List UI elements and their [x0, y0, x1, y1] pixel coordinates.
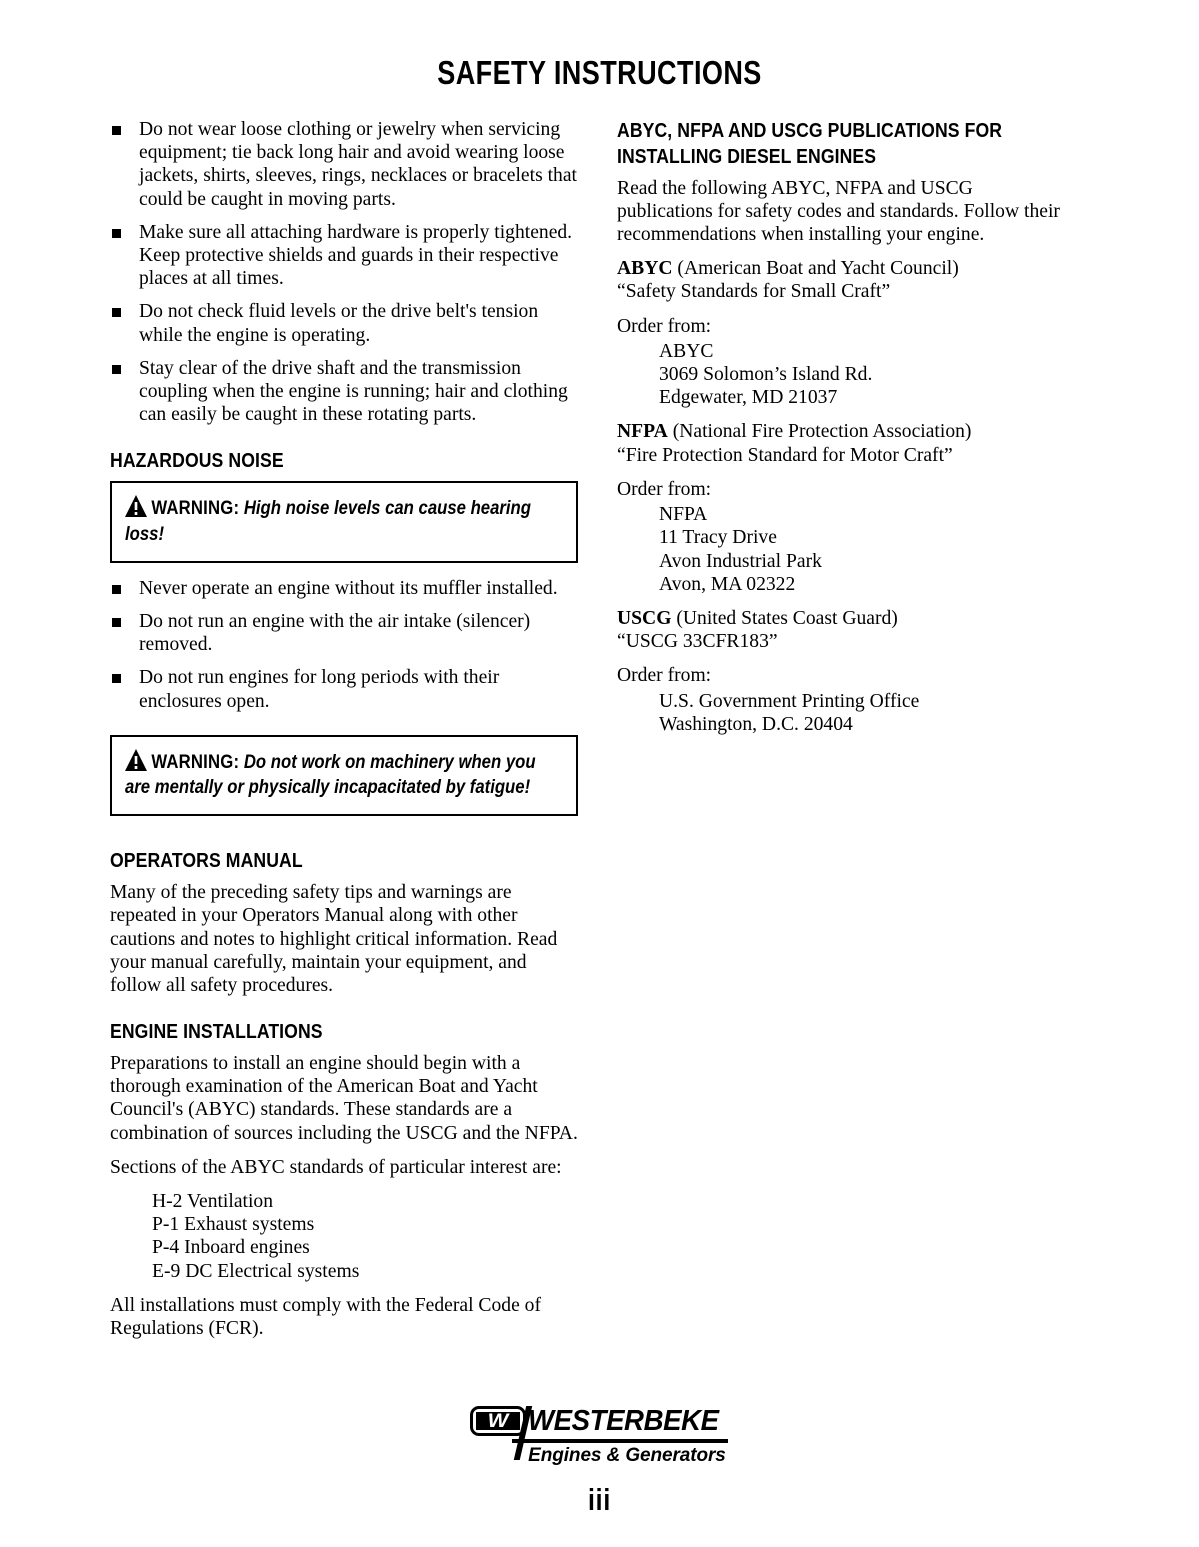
- publication-standard-nfpa: “Fire Protection Standard for Motor Craft”: [617, 444, 953, 466]
- footer: [0, 1404, 1199, 1467]
- square-bullet-icon: [112, 365, 121, 374]
- list-item: H-2 Ventilation: [152, 1191, 273, 1213]
- address-line: 3069 Solomon’s Island Rd.: [659, 364, 873, 386]
- publication-expansion: (National Fire Protection Association): [667, 421, 972, 443]
- engine-installations-paragraph-1: Preparations to install an engine should begin with a thorough examination of the American Boat and Yacht Council's (ABYC) standards. These standards are a combination of sources including the USCG and the NFPA.: [110, 1053, 578, 1144]
- section-heading-publications: ABYC, NFPA AND USCG PUBLICATIONS FOR INSTALLING DIESEL ENGINES: [617, 119, 1003, 168]
- page-number: iii: [587, 1482, 612, 1517]
- section-heading-operators-manual: OPERATORS MANUAL: [110, 849, 303, 873]
- hazardous-noise-bullet-list: [110, 577, 578, 713]
- order-from-label-abyc: Order from:: [617, 315, 712, 337]
- operators-manual-paragraph: Many of the preceding safety tips and warnings are repeated in your Operators Manual along with other cautions and notes to highlight critical information. Read your manual carefully, maintain your equipment, and follow all safety procedures.: [110, 882, 558, 996]
- address-line: Edgewater, MD 21037: [659, 387, 838, 409]
- warning-triangle-icon: [125, 749, 147, 771]
- warning-box-fatigue: [110, 735, 578, 817]
- brand-name: WESTERBEKE: [528, 1404, 719, 1437]
- list-item: [110, 221, 578, 291]
- warning-text-line: [125, 495, 561, 547]
- square-bullet-icon: [112, 618, 121, 627]
- logo-divider: [512, 1439, 728, 1443]
- order-from-label-uscg: Order from:: [617, 665, 712, 687]
- publication-acronym: NFPA: [617, 421, 668, 443]
- list-item: [110, 610, 578, 656]
- publications-intro-paragraph: Read the following ABYC, NFPA and USCG publications for safety codes and standards. Follow their recommendations when installing your engine.: [617, 177, 1060, 246]
- right-column: [617, 118, 1069, 747]
- list-item: [110, 577, 578, 600]
- square-bullet-icon: [112, 126, 121, 135]
- list-item: P-4 Inboard engines: [152, 1237, 310, 1259]
- warning-label: WARNING:: [151, 498, 240, 520]
- warning-message: Do not work on machinery when you are mentally or physically incapacitated by fatigue!: [125, 751, 536, 799]
- engine-installations-paragraph-3: All installations must comply with the Federal Code of Regulations (FCR).: [110, 1294, 542, 1340]
- list-item-text: Do not wear loose clothing or jewelry when servicing equipment; tie back long hair and avoid wearing loose jackets, shirts, sleeves, rings, necklaces or bracelets that could be caught in moving parts.: [139, 119, 577, 210]
- publication-standard-uscg: “USCG 33CFR183”: [617, 631, 778, 653]
- publication-standard-abyc: “Safety Standards for Small Craft”: [617, 281, 891, 303]
- publication-address-nfpa: [617, 503, 1069, 596]
- square-bullet-icon: [112, 229, 121, 238]
- square-bullet-icon: [112, 585, 121, 594]
- list-item: E-9 DC Electrical systems: [152, 1260, 360, 1282]
- logo-row: [470, 1404, 729, 1438]
- address-line: Avon Industrial Park: [659, 550, 822, 572]
- publication-title-uscg: [617, 607, 1069, 630]
- publication-title-nfpa: [617, 420, 1069, 443]
- warning-message: High noise levels can cause hearing loss!: [125, 498, 531, 545]
- square-bullet-icon: [112, 674, 121, 683]
- address-line: ABYC: [659, 340, 714, 362]
- logo-w-letter: W: [487, 1410, 509, 1432]
- address-line: NFPA: [659, 504, 708, 526]
- publication-acronym: ABYC: [617, 258, 673, 280]
- publication-acronym: USCG: [617, 607, 672, 629]
- list-item-text: Stay clear of the drive shaft and the transmission coupling when the engine is running; hair and clothing can easily be caught in these rotating parts.: [139, 357, 568, 426]
- publication-address-abyc: [617, 340, 1069, 410]
- address-line: U.S. Government Printing Office: [659, 690, 920, 712]
- brand-tagline: Engines & Generators: [528, 1445, 726, 1466]
- warning-triangle-icon: [125, 495, 147, 517]
- list-item-text: Never operate an engine without its muffler installed.: [139, 577, 558, 599]
- abyc-sections-list: [110, 1190, 578, 1283]
- warning-text-line: [125, 749, 561, 801]
- address-line: 11 Tracy Drive: [659, 527, 777, 549]
- order-from-label-nfpa: Order from:: [617, 478, 712, 500]
- list-item-text: Make sure all attaching hardware is properly tightened. Keep protective shields and guards in their respective places at all times.: [139, 221, 573, 290]
- general-safety-bullet-list: [110, 118, 578, 426]
- list-item-text: Do not run engines for long periods with their enclosures open.: [139, 667, 500, 712]
- list-item: [110, 300, 578, 346]
- list-item: [110, 666, 578, 712]
- list-item: [110, 118, 578, 211]
- page-title: SAFETY INSTRUCTIONS: [437, 54, 762, 91]
- address-line: Avon, MA 02322: [659, 573, 796, 595]
- list-item-text: Do not run an engine with the air intake (silencer) removed.: [139, 611, 531, 656]
- section-heading-engine-installations: ENGINE INSTALLATIONS: [110, 1020, 323, 1044]
- section-heading-hazardous-noise: HAZARDOUS NOISE: [110, 449, 284, 473]
- left-column: [110, 118, 578, 1351]
- logo-badge-icon: [470, 1406, 526, 1436]
- list-item: [110, 357, 578, 427]
- westerbeke-logo: [470, 1404, 729, 1467]
- list-item: P-1 Exhaust systems: [152, 1214, 315, 1236]
- logo-badge-inner: [476, 1412, 520, 1430]
- publication-address-uscg: [617, 690, 1069, 736]
- address-line: Washington, D.C. 20404: [659, 713, 853, 735]
- publication-title-abyc: [617, 257, 1069, 280]
- list-item-text: Do not check fluid levels or the drive belt's tension while the engine is operating.: [139, 301, 539, 346]
- publication-expansion: (United States Coast Guard): [671, 607, 898, 629]
- publication-expansion: (American Boat and Yacht Council): [672, 258, 959, 280]
- warning-label: WARNING:: [151, 751, 240, 773]
- warning-box-hazardous-noise: [110, 481, 578, 563]
- engine-installations-paragraph-2: Sections of the ABYC standards of particular interest are:: [110, 1156, 562, 1178]
- square-bullet-icon: [112, 308, 121, 317]
